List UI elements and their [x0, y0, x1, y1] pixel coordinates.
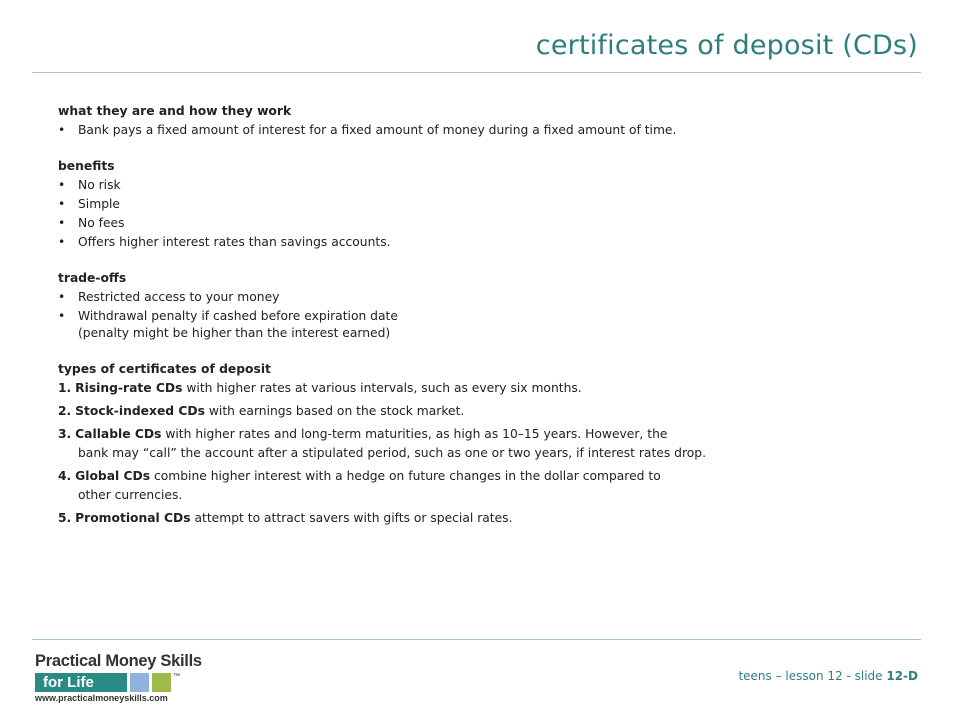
numbered-item	[58, 509, 918, 528]
item-name: Rising-rate CDs	[75, 381, 183, 395]
logo-wordmark: Practical Money Skills	[35, 652, 202, 670]
bullet-dot: •	[58, 309, 66, 323]
section-how-it-works	[58, 102, 918, 140]
slide-content	[58, 102, 918, 545]
bullet-text: Simple	[78, 197, 120, 211]
section-heading: trade-offs	[58, 271, 127, 285]
item-text: with higher rates at various intervals, such as every six months.	[182, 381, 582, 395]
bullet-dot: •	[58, 197, 66, 211]
item-name: Global CDs	[75, 469, 151, 483]
bottom-divider	[32, 639, 921, 640]
logo-row	[35, 673, 210, 692]
section-heading: what they are and how they work	[58, 104, 292, 118]
section-tradeoffs	[58, 269, 918, 343]
logo-trademark: ™	[173, 673, 180, 680]
section-benefits	[58, 157, 918, 252]
logo-green-square	[152, 673, 171, 692]
logo-url: www.practicalmoneyskills.com	[35, 693, 168, 703]
bullet-item	[58, 233, 918, 252]
bullet-dot: •	[58, 290, 66, 304]
practical-money-skills-logo	[35, 652, 210, 702]
numbered-item	[58, 379, 918, 398]
item-text: attempt to attract savers with gifts or special rates.	[190, 511, 513, 525]
bullet-dot: •	[58, 123, 66, 137]
bullet-dot: •	[58, 216, 66, 230]
section-heading: benefits	[58, 159, 115, 173]
item-name: Promotional CDs	[75, 511, 191, 525]
item-name: Callable CDs	[75, 427, 162, 441]
bullet-text: Restricted access to your money	[78, 290, 280, 304]
item-text-continuation: other currencies.	[78, 488, 183, 502]
section-types	[58, 360, 918, 528]
item-number: 2.	[58, 404, 72, 418]
bullet-item	[58, 195, 918, 214]
bullet-item	[58, 121, 918, 140]
item-number: 3.	[58, 427, 72, 441]
item-text: with earnings based on the stock market.	[204, 404, 465, 418]
item-name: Stock-indexed CDs	[75, 404, 205, 418]
bullet-dot: •	[58, 235, 66, 249]
footer-lesson-text: teens – lesson 12 - slide	[738, 669, 887, 683]
slide-footer	[738, 669, 918, 683]
numbered-item	[58, 467, 918, 505]
bullet-text: Bank pays a fixed amount of interest for a fixed amount of money during a fixed amount of time.	[78, 123, 677, 137]
section-heading: types of certificates of deposit	[58, 362, 271, 376]
bullet-item	[58, 288, 918, 307]
bullet-text: Offers higher interest rates than savings accounts.	[78, 235, 391, 249]
bullet-continuation: (penalty might be higher than the interest earned)	[78, 326, 391, 340]
item-number: 5.	[58, 511, 72, 525]
numbered-item	[58, 425, 918, 463]
bullet-text: No fees	[78, 216, 125, 230]
item-text: combine higher interest with a hedge on future changes in the dollar compared to	[150, 469, 661, 483]
item-number: 1.	[58, 381, 72, 395]
bullet-dot: •	[58, 178, 66, 192]
numbered-item	[58, 402, 918, 421]
logo-for-life: for Life	[35, 673, 127, 692]
footer-slide-id: 12-D	[886, 669, 918, 683]
item-text: with higher rates and long-term maturities, as high as 10–15 years. However, the	[161, 427, 668, 441]
bullet-text: No risk	[78, 178, 121, 192]
item-text-continuation: bank may “call” the account after a stipulated period, such as one or two years, if interest rates drop.	[78, 446, 706, 460]
bullet-item	[58, 176, 918, 195]
slide-title: certificates of deposit (CDs)	[535, 30, 918, 61]
top-divider	[32, 72, 921, 73]
bullet-item	[58, 214, 918, 233]
item-number: 4.	[58, 469, 72, 483]
bullet-text: Withdrawal penalty if cashed before expiration date	[78, 309, 398, 323]
logo-blue-square	[130, 673, 149, 692]
